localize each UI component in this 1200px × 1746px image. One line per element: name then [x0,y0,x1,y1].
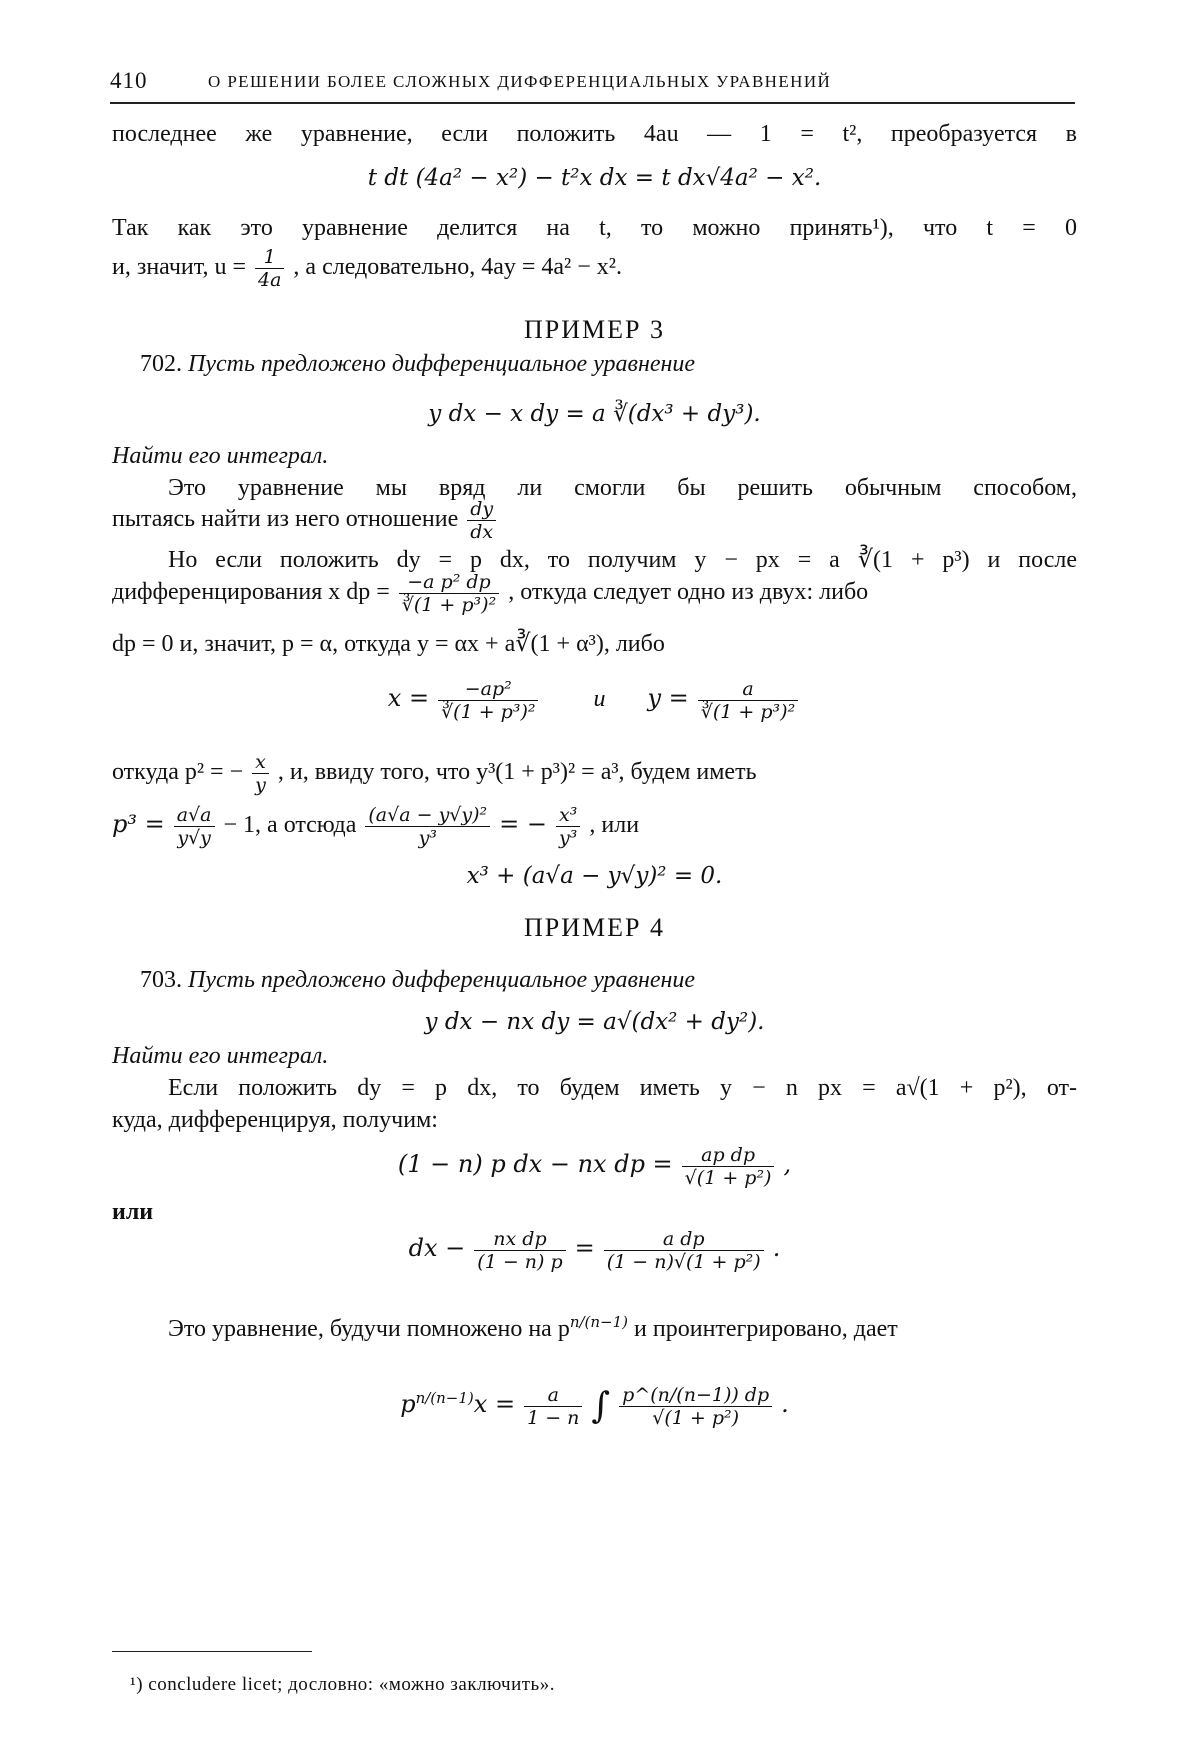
fraction-denominator: ∛(1 + p³)² [700,700,796,723]
paragraph-line: Это уравнение мы вряд ли смогли бы решить обычным способом, [168,475,1077,501]
text-run: x = [473,1390,516,1418]
article-line [140,348,1105,380]
fraction-numerator: 1 [255,246,284,269]
fraction-denominator: 1 − n [527,1406,580,1429]
task-line: Найти его интеграл. [112,1043,329,1069]
fraction [682,1144,775,1189]
page-number: 410 [110,68,148,93]
paragraph-line: Но если положить dy = p dx, то получим y − px = a ∛(1 + p³) и после [168,547,1077,573]
paragraph-line: dp = 0 и, значит, p = α, откуда y = αx + a∛(1 + α³), либо [112,631,665,657]
equation: (1 − n) p dx − nx dp = $\frac{\text{ap dp}}{\text{√(1 + p²)}}$ , [397,1143,792,1189]
fraction-numerator: x³ [556,804,580,827]
fraction-denominator: (1 − n) p [477,1250,563,1273]
running-title: О РЕШЕНИИ БОЛЕЕ СЛОЖНЫХ ДИФФЕРЕНЦИАЛЬНЫХ УРАВНЕНИЙ [208,72,832,91]
fraction [252,751,269,796]
equation: dx − $\frac{\text{nx dp}}{(1 - n) p}$ = $\frac{\text{a dp}}{\text{(1 − n)√(1 + p²)}}$ . [408,1227,781,1273]
fraction [255,246,284,291]
integral-sign: ∫ [591,1385,611,1427]
equation: x³ + (a√a − y√y)² = 0. [466,863,723,889]
fraction-denominator: dx [470,521,494,543]
text-run: , откуда следует одно из двух: либо [508,579,869,605]
footnote: ¹) concludere licet; дословно: «можно заключить». [130,1674,555,1695]
text-run: , и, ввиду того, что y³(1 + p³)² = a³, будем иметь [277,759,757,785]
equation: t dt (4a² − x²) − t²x dx = t dx√4a² − x². [367,165,822,191]
fraction-numerator: −a p² dp [399,571,499,594]
fraction-numerator: a√a [174,804,215,827]
equation-lhs: x = [387,684,430,712]
exponent: n/(n−1) [415,1389,474,1407]
equation-lhs: y = [647,684,689,712]
paragraph-line [112,246,1077,291]
fraction [365,804,490,849]
equation-lhs: (1 − n) p dx − nx dp = [397,1150,673,1178]
fraction [619,1384,772,1429]
text-run: и проинтегрировано, дает [634,1316,898,1342]
fraction-numerator: a [698,678,798,701]
fraction-denominator: √(1 + p²) [652,1406,740,1429]
paragraph-line: последнее же уравнение, если положить 4au — 1 = t², преобразуется в [112,121,1077,147]
fraction-denominator: 4a [258,269,282,291]
fraction [604,1228,764,1273]
text-run: dx − [408,1234,466,1262]
fraction-numerator: nx dp [474,1228,565,1251]
fraction [474,1228,565,1273]
fraction-denominator: ∛(1 + p³)² [401,593,497,616]
text-run: дифференцирования x dp = [112,579,390,605]
fraction [467,498,496,543]
fraction-numerator: a [524,1384,582,1407]
equation-pair [112,674,1077,723]
article-line [140,964,1105,996]
text-run: = [574,1234,595,1262]
paragraph-line: Так как это уравнение делится на t, то можно принять¹), что t = 0 [112,215,1077,241]
fraction-numerator: x [252,751,269,774]
fraction [399,571,499,616]
fraction-numerator: (a√a − y√y)² [365,804,490,827]
fraction-denominator: y [255,773,266,796]
article-number: 702. [140,351,182,377]
text-run: пытаясь найти из него отношение [112,506,459,533]
fraction-denominator: √(1 + p²) [684,1166,772,1189]
paragraph-line [112,750,1077,796]
paragraph-line: Если положить dy = p dx, то будем иметь y − n px = a√(1 + p²), от- [168,1075,1077,1101]
text-run: , или [589,812,640,838]
fraction [524,1384,582,1429]
text-run: откуда p² = − [112,759,244,785]
equation: $p^{n/(n-1)}x$ = $\frac{a}{1 - n}$ ∫ $\frac{p\^{}(n/(n-1)) dp}{\text{√(1 + p²)}}$ . [400,1383,789,1429]
equation: y dx − x dy = a ∛(dx³ + dy³). [428,401,761,427]
fraction-numerator: a dp [604,1228,764,1251]
fraction-denominator: y³ [418,826,437,849]
text-run: Это уравнение, будучи помножено на p [168,1316,570,1342]
conjunction: и [593,686,606,712]
connector-word: или [112,1199,154,1225]
text-run: − 1, а отсюда [223,812,357,838]
paragraph-line [112,800,1077,849]
fraction-numerator: −ap² [438,678,538,701]
paragraph-line: куда, дифференцируя, получим: [112,1107,438,1133]
paragraph-line [168,1302,1077,1349]
paragraph-line [112,498,1077,543]
fraction [556,804,580,849]
fraction-numerator: dy [467,498,496,521]
section-heading: ПРИМЕР 3 [524,315,665,344]
equation: y dx − nx dy = a√(dx² + dy²). [424,1009,765,1035]
text-run: , а следовательно, 4ay = 4a² − x². [293,254,622,281]
fraction-denominator: y√y [177,826,211,849]
footnote-rule [112,1651,312,1652]
fraction-denominator: ∛(1 + p³)² [441,700,536,723]
text-run: p³ = [112,810,165,838]
article-number: 703. [140,967,182,993]
text-run: = − [499,810,548,838]
fraction-numerator: p^(n/(n−1)) dp [619,1384,772,1407]
task-line: Найти его интеграл. [112,443,329,469]
article-text: Пусть предложено дифференциальное уравнение [188,967,696,993]
paragraph-line [112,570,1077,616]
fraction-numerator: ap dp [682,1144,775,1167]
fraction-denominator: y³ [559,826,578,849]
page-header [110,68,1075,104]
fraction [698,678,798,723]
text-run: p [400,1390,416,1418]
text-run: и, значит, u = [112,254,246,281]
article-text: Пусть предложено дифференциальное уравнение [188,351,696,377]
fraction [438,678,538,723]
fraction [174,804,215,849]
section-heading: ПРИМЕР 4 [524,913,665,942]
exponent: n/(n−1) [569,1313,629,1331]
fraction-denominator: (1 − n)√(1 + p²) [606,1250,761,1273]
